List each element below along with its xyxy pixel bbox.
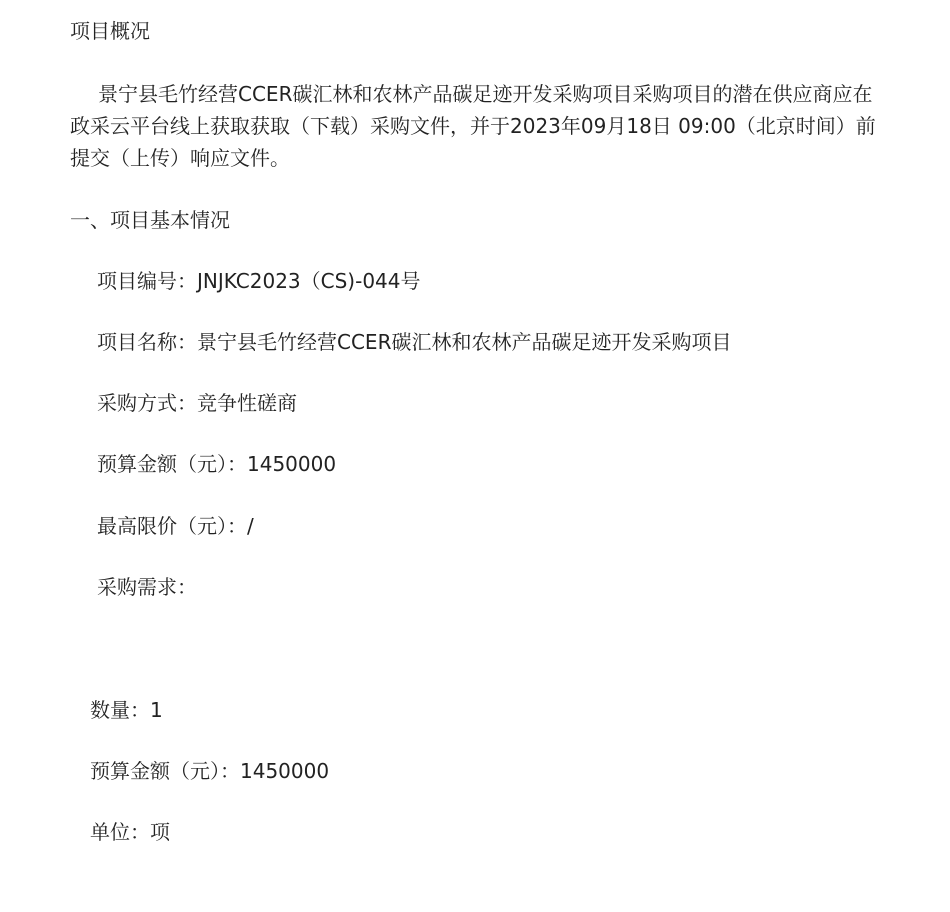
project-name: 项目名称：景宁县毛竹经营CCER碳汇林和农林产品碳足迹开发采购项目 <box>97 330 732 354</box>
procurement-method: 采购方式：竞争性磋商 <box>97 391 297 415</box>
overview-heading: 项目概况 <box>70 19 150 43</box>
item-budget: 预算金额（元）：1450000 <box>90 759 330 783</box>
budget-amount: 预算金额（元）：1450000 <box>97 452 337 476</box>
max-price: 最高限价（元）：/ <box>97 514 254 538</box>
section-heading: 一、项目基本情况 <box>70 208 230 232</box>
item-unit: 单位：项 <box>90 820 170 844</box>
overview-paragraph: 景宁县毛竹经营CCER碳汇林和农林产品碳足迹开发采购项目采购项目的潜在供应商应在政采云平台线上获取获取（下载）采购文件，并于2023年09月18日 09:00（北京时间）前提交（上传）响应文件。 <box>70 82 876 170</box>
item-quantity: 数量：1 <box>90 698 163 722</box>
procurement-requirements: 采购需求： <box>97 575 197 599</box>
project-number: 项目编号：JNJKC2023（CS)-044号 <box>97 269 421 293</box>
